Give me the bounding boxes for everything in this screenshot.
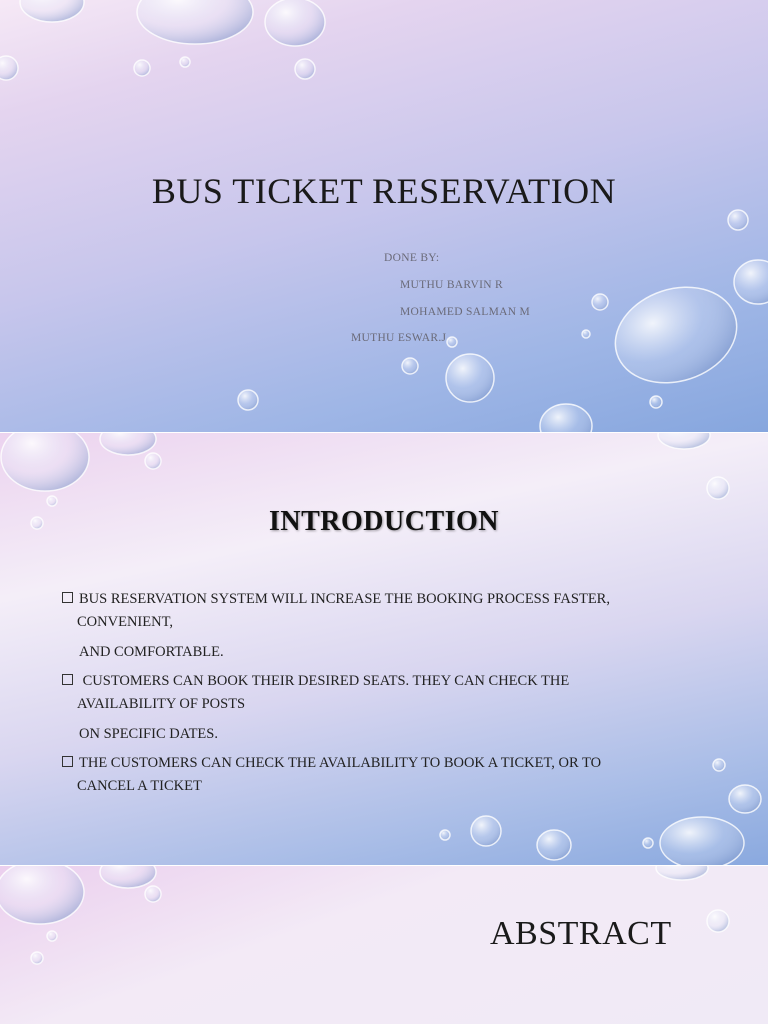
bullet-continuation: AVAILABILITY OF POSTS [77, 696, 246, 712]
water-droplet-icon [180, 57, 190, 67]
water-droplet-icon [540, 404, 592, 432]
water-droplet-icon [658, 433, 710, 449]
author-name: MOHAMED SALMAN M [400, 306, 531, 318]
water-droplet-icon [137, 0, 253, 44]
water-droplet-icon [145, 453, 161, 469]
water-droplet-icon [734, 260, 768, 304]
checkbox-square-icon [62, 756, 73, 767]
water-droplet-icon [0, 56, 18, 80]
slide-abstract [0, 866, 768, 1024]
water-droplet-icon [100, 866, 156, 888]
water-droplet-icon [47, 496, 57, 506]
water-droplet-icon [1, 433, 89, 491]
author-name: MUTHU BARVIN R [400, 279, 503, 291]
slide-introduction [0, 433, 768, 865]
water-droplet-icon [145, 886, 161, 902]
checkbox-square-icon [62, 674, 73, 685]
water-droplet-icon [643, 838, 653, 848]
water-droplet-icon [446, 354, 494, 402]
water-droplet-icon [31, 952, 43, 964]
water-droplets-decoration [0, 0, 768, 432]
water-droplet-icon [295, 59, 315, 79]
water-droplet-icon [447, 337, 457, 347]
slide-title [0, 0, 768, 432]
water-droplet-icon [537, 830, 571, 860]
water-droplet-icon [440, 830, 450, 840]
bullet-continuation: ON SPECIFIC DATES. [79, 726, 218, 742]
water-droplet-icon [707, 910, 729, 932]
water-droplet-icon [20, 0, 84, 22]
water-droplet-icon [238, 390, 258, 410]
bullet-continuation: CANCEL A TICKET [77, 778, 202, 794]
water-droplet-icon [707, 477, 729, 499]
water-droplet-icon [582, 330, 590, 338]
slide-heading: INTRODUCTION [268, 506, 500, 537]
checkbox-square-icon [62, 592, 73, 603]
bullet-text: THE CUSTOMERS CAN CHECK THE AVAILABILITY TO BOOK A TICKET, OR TO [79, 755, 602, 771]
water-droplet-icon [603, 272, 749, 398]
water-droplet-icon [660, 817, 744, 865]
water-droplet-icon [650, 396, 662, 408]
bullet-item [62, 752, 662, 798]
bullet-text: CUSTOMERS CAN BOOK THEIR DESIRED SEATS. THEY CAN CHECK THE [79, 673, 570, 689]
water-droplet-icon [47, 931, 57, 941]
author-name: MUTHU ESWAR.J [351, 332, 447, 344]
water-droplet-icon [656, 866, 708, 880]
bullet-item [62, 670, 662, 746]
slide-heading: ABSTRACT [490, 915, 672, 952]
done-by-label: DONE BY: [384, 252, 440, 264]
water-droplet-icon [402, 358, 418, 374]
water-droplet-icon [728, 210, 748, 230]
water-droplet-icon [713, 759, 725, 771]
water-droplet-icon [100, 433, 156, 455]
water-droplet-icon [592, 294, 608, 310]
water-droplet-icon [265, 0, 325, 46]
water-droplet-icon [134, 60, 150, 76]
water-droplet-icon [471, 816, 501, 846]
bullet-text: BUS RESERVATION SYSTEM WILL INCREASE THE BOOKING PROCESS FASTER, [79, 591, 610, 607]
bullet-continuation: AND COMFORTABLE. [79, 644, 224, 660]
slide-title-text: BUS TICKET RESERVATION [151, 171, 617, 211]
bullet-continuation: CONVENIENT, [77, 614, 173, 630]
bullet-item [62, 588, 662, 664]
water-droplet-icon [0, 866, 84, 924]
water-droplet-icon [729, 785, 761, 813]
